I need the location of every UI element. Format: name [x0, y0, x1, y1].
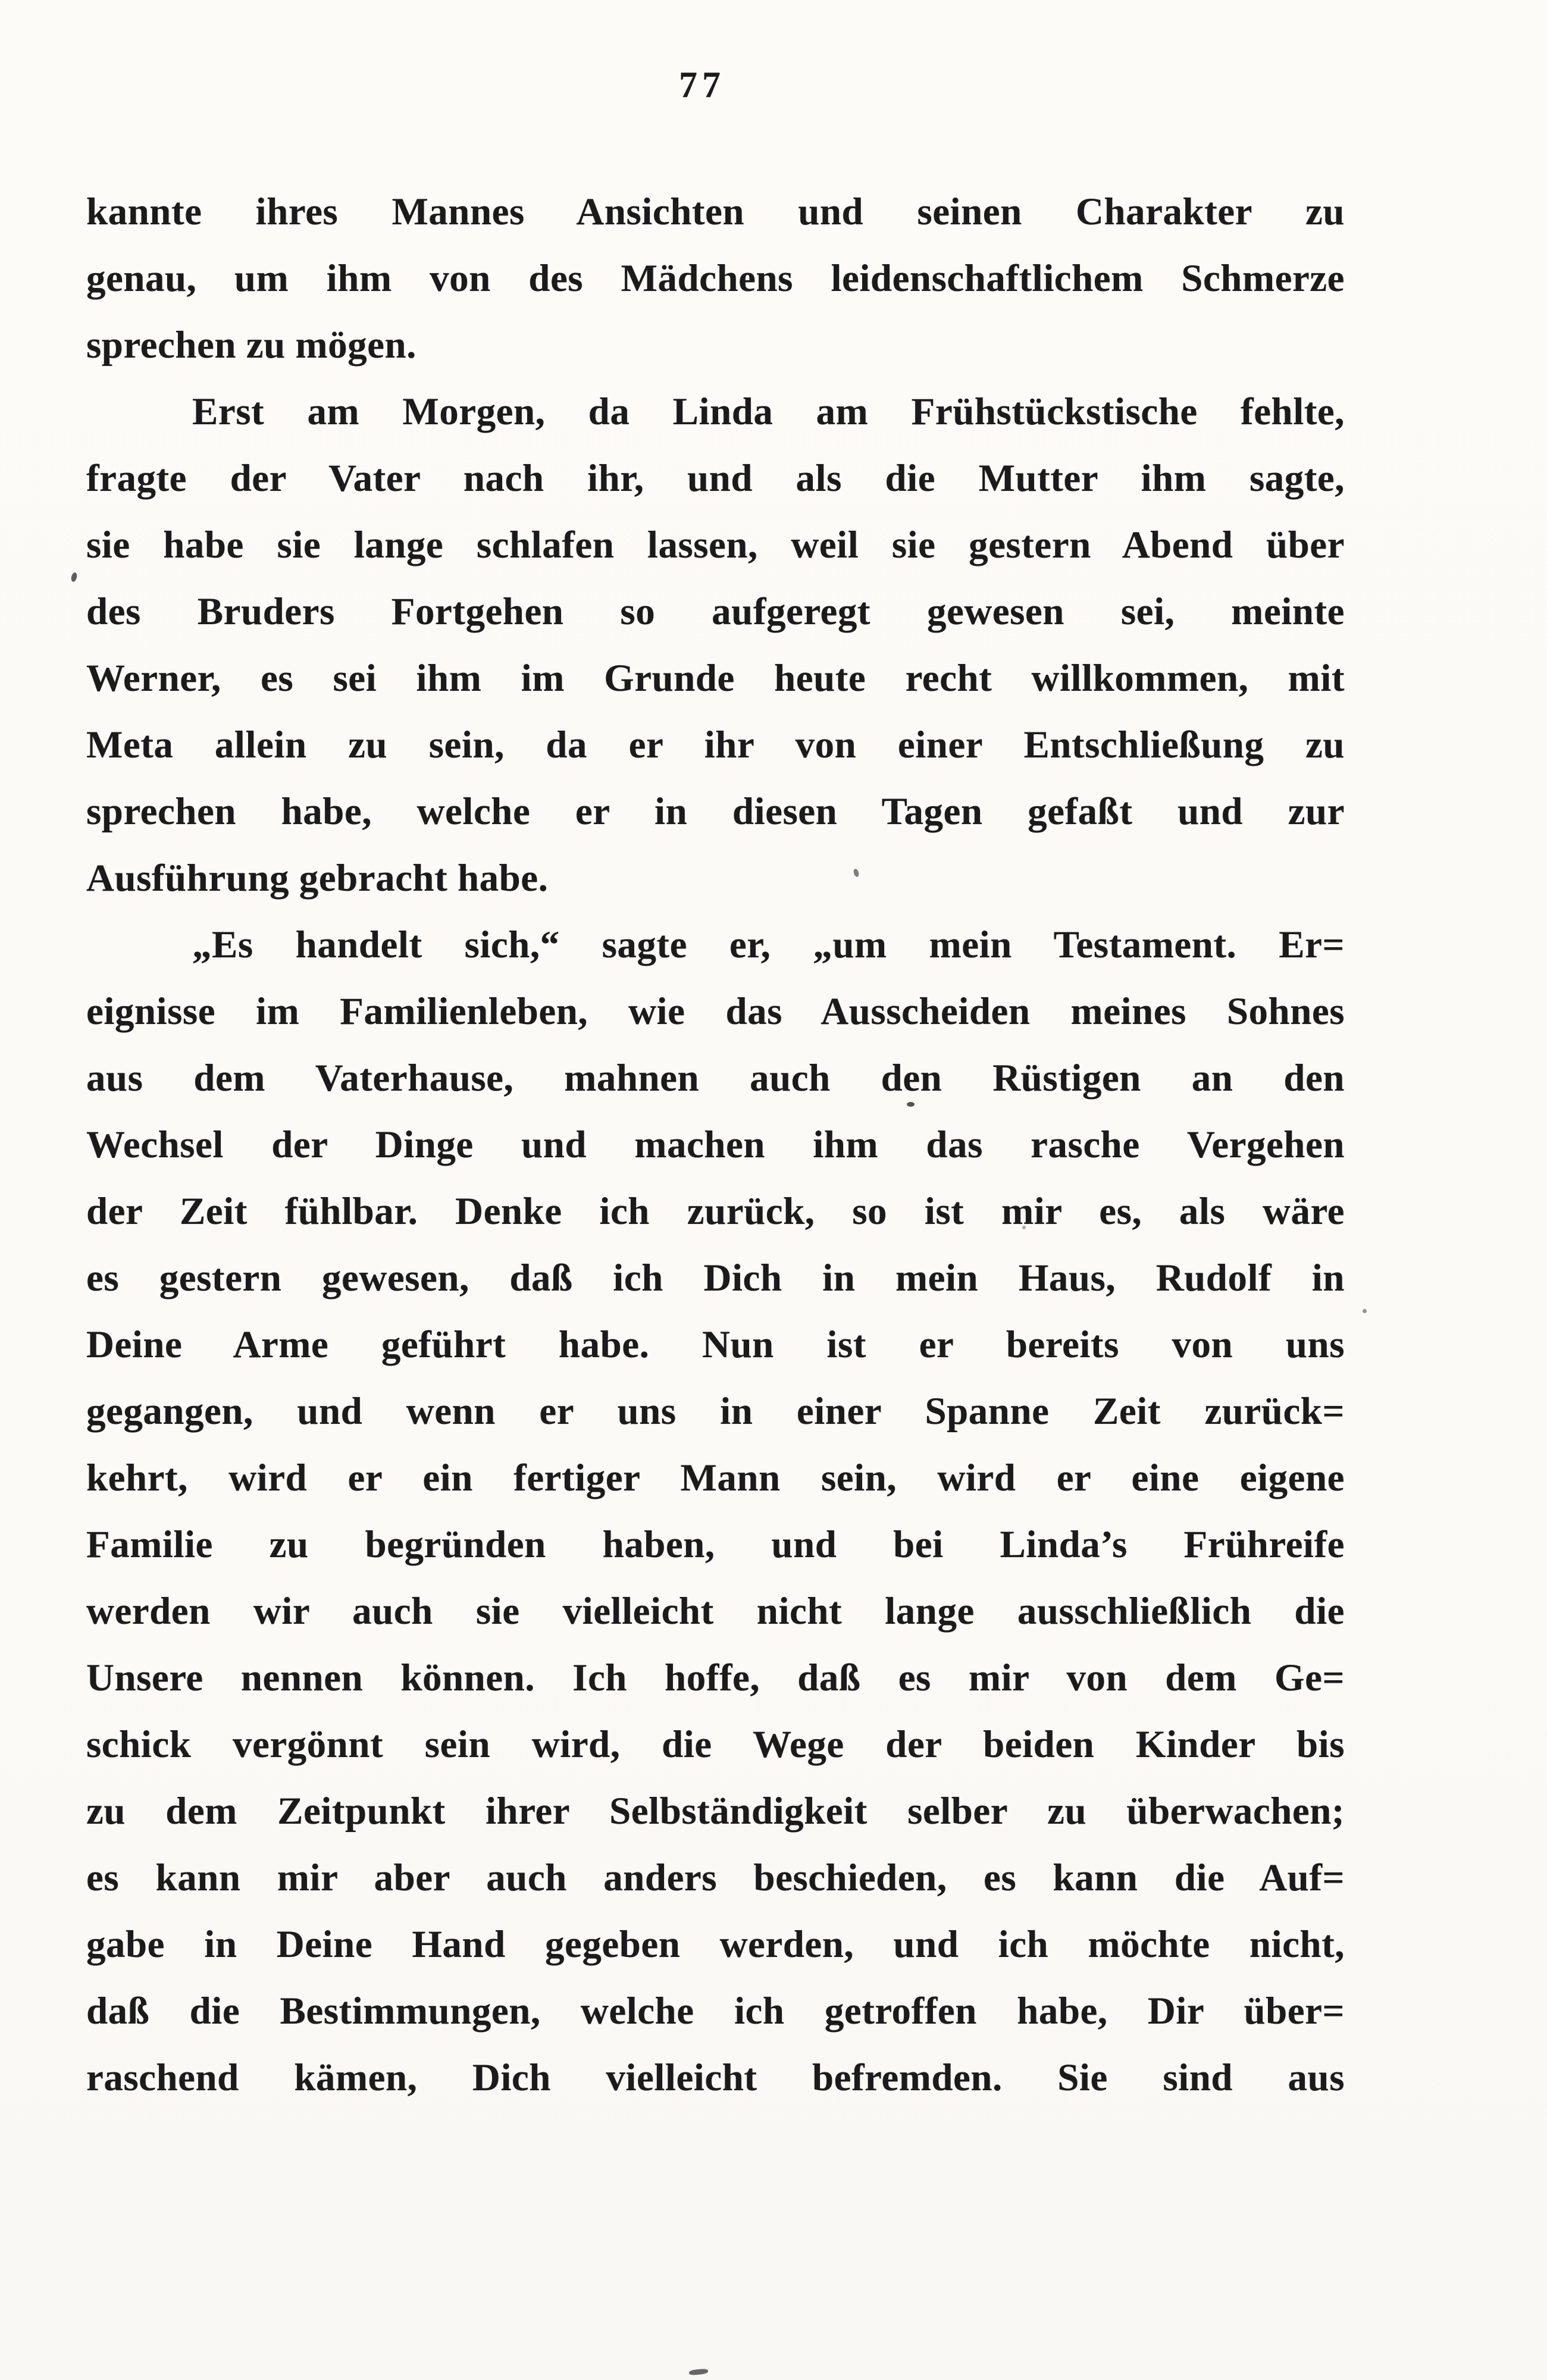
text-line: kannte ihres Mannes Ansichten und seinen Charakter zu	[86, 190, 1345, 233]
text-line: Werner, es sei ihm im Grunde heute recht willkommen, mit	[86, 657, 1345, 700]
text-line: sie habe sie lange schlafen lassen, weil sie gestern Abend über	[86, 524, 1345, 566]
text-line: werden wir auch sie vielleicht nicht lange ausschließlich die	[86, 1590, 1345, 1633]
paragraph	[86, 178, 1345, 378]
ink-speck	[907, 1102, 915, 1107]
text-line: gabe in Deine Hand gegeben werden, und ich möchte nicht,	[86, 1923, 1345, 1966]
text-line: es kann mir aber auch anders beschieden, es kann die Auf=	[86, 1856, 1345, 1899]
page-number: 77	[679, 65, 725, 105]
text-line: fragte der Vater nach ihr, und als die Mutter ihm sagte,	[86, 457, 1345, 500]
text-line: aus dem Vaterhause, mahnen auch den Rüstigen an den	[86, 1057, 1345, 1100]
ink-speck	[1022, 1226, 1026, 1229]
text-line: daß die Bestimmungen, welche ich getroffen habe, Dir über=	[86, 1990, 1345, 2033]
text-line: Unsere nennen können. Ich hoffe, daß es mir von dem Ge=	[86, 1656, 1345, 1699]
paragraph	[86, 912, 1345, 2111]
text-line: Familie zu begründen haben, und bei Linda’s Frühreife	[86, 1523, 1345, 1566]
text-line: Ausführung gebracht habe.	[86, 857, 549, 900]
text-line: des Bruders Fortgehen so aufgeregt gewesen sei, meinte	[86, 590, 1345, 633]
text-line: der Zeit fühlbar. Denke ich zurück, so ist mir es, als wäre	[86, 1190, 1345, 1233]
ink-smudge	[689, 2368, 709, 2375]
text-line: raschend kämen, Dich vielleicht befremden. Sie sind aus	[86, 2056, 1345, 2099]
text-line: eignisse im Familienleben, wie das Ausscheiden meines Sohnes	[86, 990, 1345, 1033]
text-line: Deine Arme geführt habe. Nun ist er bereits von uns	[86, 1323, 1345, 1366]
text-line: sprechen habe, welche er in diesen Tagen gefaßt und zur	[86, 790, 1345, 833]
ink-speck	[70, 572, 78, 583]
text-line: kehrt, wird er ein fertiger Mann sein, wird er eine eigene	[86, 1457, 1345, 1499]
text-line: es gestern gewesen, daß ich Dich in mein Haus, Rudolf in	[86, 1257, 1345, 1299]
text-line: Erst am Morgen, da Linda am Frühstückstische fehlte,	[192, 390, 1345, 433]
text-line: gegangen, und wenn er uns in einer Spanne Zeit zurück=	[86, 1390, 1345, 1433]
text-line: „Es handelt sich,“ sagte er, „um mein Testament. Er=	[192, 923, 1345, 966]
ink-speck	[1363, 1309, 1367, 1313]
text-line: Wechsel der Dinge und machen ihm das rasche Vergehen	[86, 1123, 1345, 1166]
text-block	[86, 178, 1345, 2111]
text-line: Meta allein zu sein, da er ihr von einer Entschließung zu	[86, 724, 1345, 766]
text-line: zu dem Zeitpunkt ihrer Selbständigkeit selber zu überwachen;	[86, 1790, 1345, 1833]
text-line: sprechen zu mögen.	[86, 324, 416, 367]
text-line: schick vergönnt sein wird, die Wege der beiden Kinder bis	[86, 1723, 1345, 1766]
paragraph	[86, 378, 1345, 912]
text-line: genau, um ihm von des Mädchens leidenschaftlichem Schmerze	[86, 257, 1345, 300]
